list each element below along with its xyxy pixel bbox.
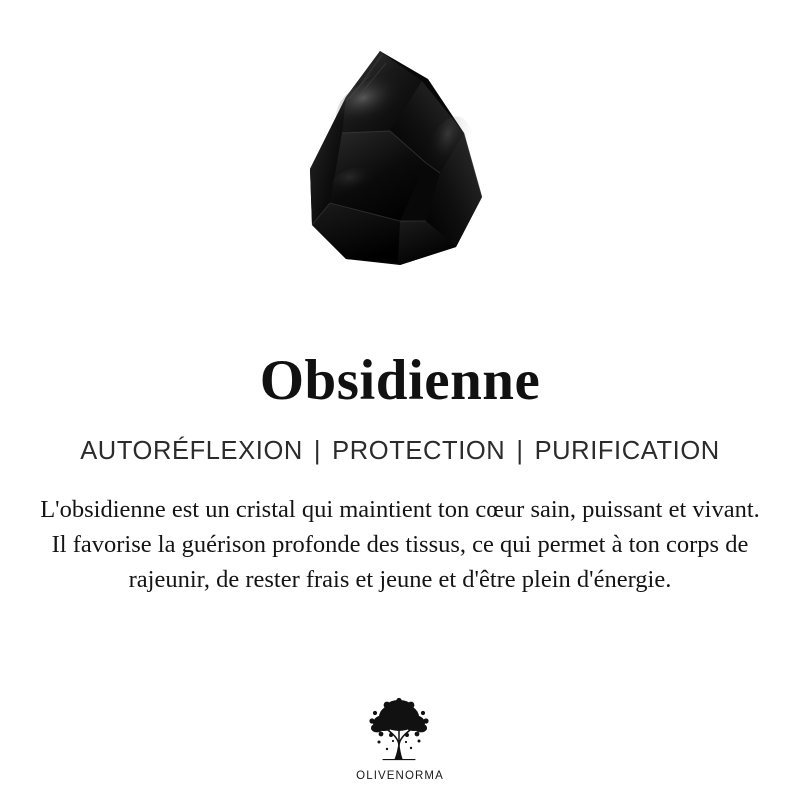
description-text: L'obsidienne est un cristal qui maintient ton cœur sain, puissant et vivant. Il favorise la guérison profonde des tissus, ce qui permet à ton corps de rajeunir, de rester frais et jeune et d'être plein d'énergie. bbox=[40, 496, 760, 593]
brand-name: OLIVENORMA bbox=[356, 770, 444, 782]
keyword-list bbox=[80, 437, 720, 466]
keyword-1: AUTORÉFLEXION bbox=[80, 437, 303, 465]
obsidian-stone-icon bbox=[250, 35, 550, 295]
page-title: Obsidienne bbox=[259, 349, 541, 412]
keyword-3: PURIFICATION bbox=[534, 437, 720, 465]
stone-image-area bbox=[0, 0, 800, 330]
keyword-separator-1: | bbox=[313, 437, 322, 465]
keyword-2: PROTECTION bbox=[332, 437, 506, 465]
keyword-separator-2: | bbox=[516, 437, 524, 465]
obsidian-raw-stone bbox=[250, 35, 550, 295]
tree-of-life-icon bbox=[357, 697, 443, 769]
brand-logo bbox=[0, 697, 800, 782]
